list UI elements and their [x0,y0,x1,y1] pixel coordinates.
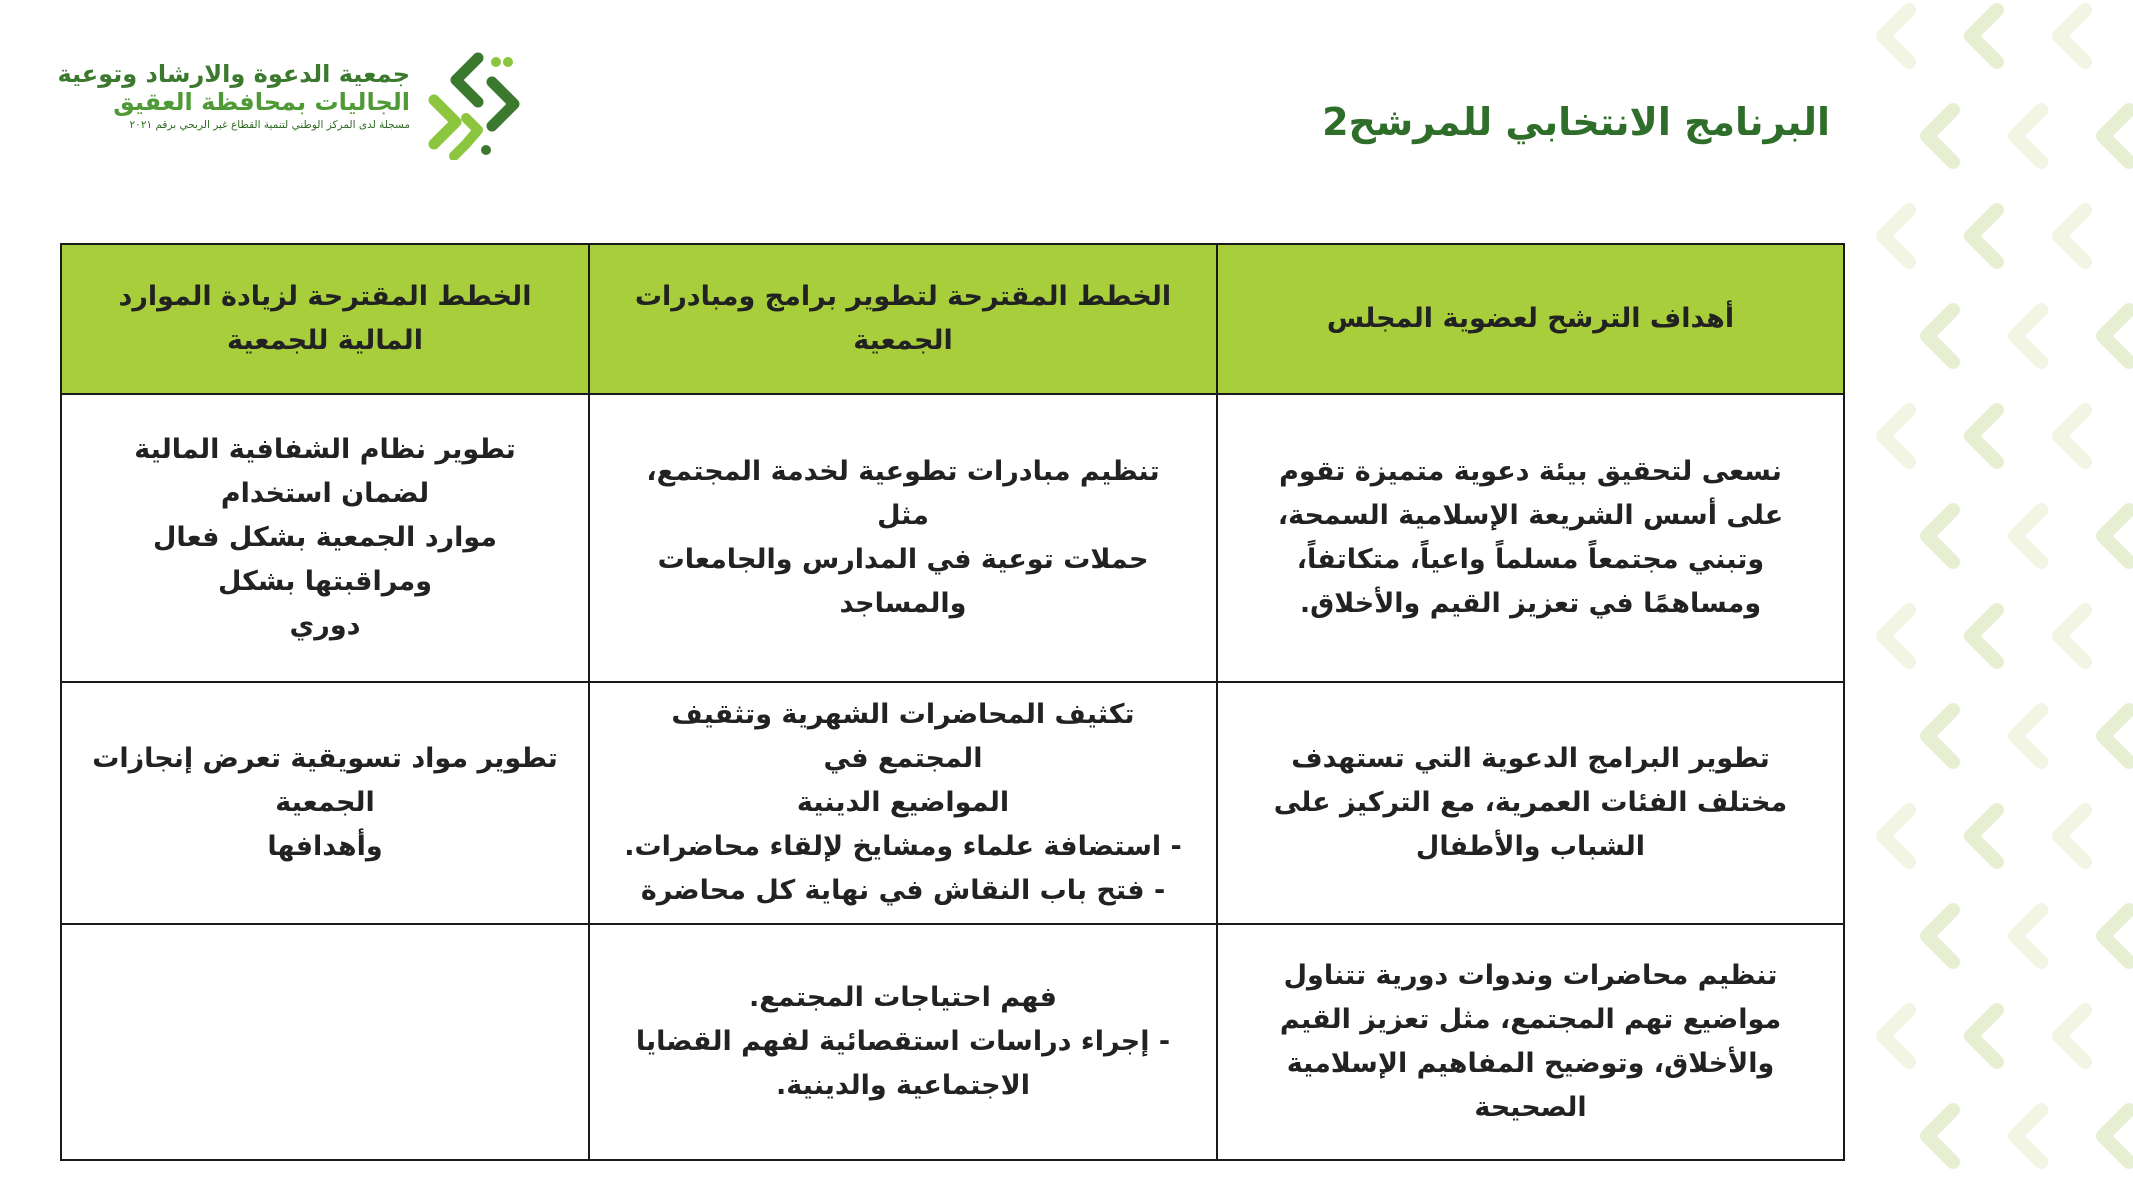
cell-line: تطوير نظام الشفافية المالية لضمان استخدام [134,434,516,509]
cell-line: تنظيم محاضرات وندوات دورية تتناول [1283,960,1778,991]
pattern-chevron [1883,610,1909,662]
pattern-chevron [1927,1110,1953,1162]
cell-line: المواضيع الدينية [796,787,1010,818]
cell-line: - فتح باب النقاش في نهاية كل محاضرة [640,875,1166,906]
cell-line: حملات توعية في المدارس والجامعات والمساجد [657,544,1149,619]
election-program-table [60,243,1845,1161]
pattern-chevron [1927,110,1953,162]
finance-plan-cell [61,682,589,924]
cell-line: وتبني مجتمعاً مسلماً واعياً، متكاتفاً، [1296,544,1765,575]
pattern-chevron [2015,310,2041,362]
cell-line: الصحيحة [1474,1092,1587,1123]
cell-line: - استضافة علماء ومشايخ لإلقاء محاضرات. [624,831,1182,862]
goal-cell [1217,924,1844,1160]
cell-line: الشباب والأطفال [1415,831,1646,862]
program-plan-cell [589,682,1217,924]
pattern-chevron [1883,210,1909,262]
header-program-plans: الخطط المقترحة لتطوير برامج ومبادرات الجمعية [589,244,1217,394]
pattern-chevron [2015,1110,2041,1162]
association-name-line1: جمعية الدعوة والارشاد وتوعية [57,60,410,88]
association-registration-note: مسجلة لدى المركز الوطني لتنمية القطاع غير الربحي برقم ٢٠٢١ [129,119,410,131]
association-name-line2: الجاليات بمحافظة العقيق [113,88,410,116]
cell-line: مواضيع تهم المجتمع، مثل تعزيز القيم [1279,1004,1782,1035]
header-finance-plans: الخطط المقترحة لزيادة الموارد المالية للجمعية [61,244,589,394]
association-logo [57,52,522,162]
pattern-chevron [2059,10,2085,62]
cell-line: تطوير البرامج الدعوية التي تستهدف [1291,743,1770,774]
table-row [61,394,1844,682]
program-plan-cell [589,394,1217,682]
finance-plan-cell-empty [61,924,589,1160]
cell-line: ومساهمًا في تعزيز القيم والأخلاق. [1299,588,1762,619]
pattern-chevron [2059,410,2085,462]
table-header-row [61,244,1844,394]
cell-line: وأهدافها [267,831,383,862]
pattern-chevron [1971,810,1997,862]
program-plan-cell [589,924,1217,1160]
pattern-chevron [1927,710,1953,762]
cell-line: على أسس الشريعة الإسلامية السمحة، [1277,500,1784,531]
goal-cell [1217,682,1844,924]
pattern-chevron [2015,710,2041,762]
pattern-chevron [2059,1010,2085,1062]
cell-line: دوري [289,610,361,641]
pattern-chevron [1971,210,1997,262]
pattern-chevron [2015,910,2041,962]
cell-line: موارد الجمعية بشكل فعال ومراقبتها بشكل [153,522,497,597]
pattern-chevron [1971,610,1997,662]
pattern-chevron [1971,410,1997,462]
pattern-chevron [2059,610,2085,662]
table-row [61,682,1844,924]
pattern-chevron [1927,310,1953,362]
pattern-chevron [2015,110,2041,162]
goal-cell [1217,394,1844,682]
pattern-chevron [2103,910,2129,962]
pattern-chevron [1883,10,1909,62]
pattern-chevron [1883,1010,1909,1062]
pattern-chevron [1883,410,1909,462]
pattern-chevron [1927,910,1953,962]
table-row [61,924,1844,1160]
cell-line: فهم احتياجات المجتمع. [749,982,1057,1013]
page-title: البرنامج الانتخابي للمرشح2 [1322,100,1830,144]
cell-line: تكثيف المحاضرات الشهرية وتثقيف المجتمع في [671,699,1135,774]
pattern-chevron [2103,110,2129,162]
pattern-chevron [2103,1110,2129,1162]
association-logo-text [50,60,410,134]
association-logo-icon [426,52,522,160]
decorative-pattern [1863,0,2133,1200]
pattern-chevron [2103,510,2129,562]
decorative-pattern-svg [1863,0,2133,1200]
cell-line: تنظيم مبادرات تطوعية لخدمة المجتمع، مثل [646,456,1160,531]
pattern-chevron [2015,510,2041,562]
pattern-chevron [1927,510,1953,562]
cell-line: الاجتماعية والدينية. [776,1070,1030,1101]
header-goals: أهداف الترشح لعضوية المجلس [1217,244,1844,394]
pattern-chevron [2103,710,2129,762]
cell-line: تطوير مواد تسويقية تعرض إنجازات الجمعية [92,743,558,818]
finance-plan-cell [61,394,589,682]
pattern-chevron [1883,810,1909,862]
cell-line: مختلف الفئات العمرية، مع التركيز على [1273,787,1788,818]
pattern-chevron [2059,810,2085,862]
pattern-chevron [1971,1010,1997,1062]
cell-line: نسعى لتحقيق بيئة دعوية متميزة تقوم [1279,456,1782,487]
pattern-chevron [2103,310,2129,362]
cell-line: - إجراء دراسات استقصائية لفهم القضايا [635,1026,1171,1057]
pattern-chevron [2059,210,2085,262]
cell-line: والأخلاق، وتوضيح المفاهيم الإسلامية [1286,1048,1775,1079]
pattern-chevron [1971,10,1997,62]
